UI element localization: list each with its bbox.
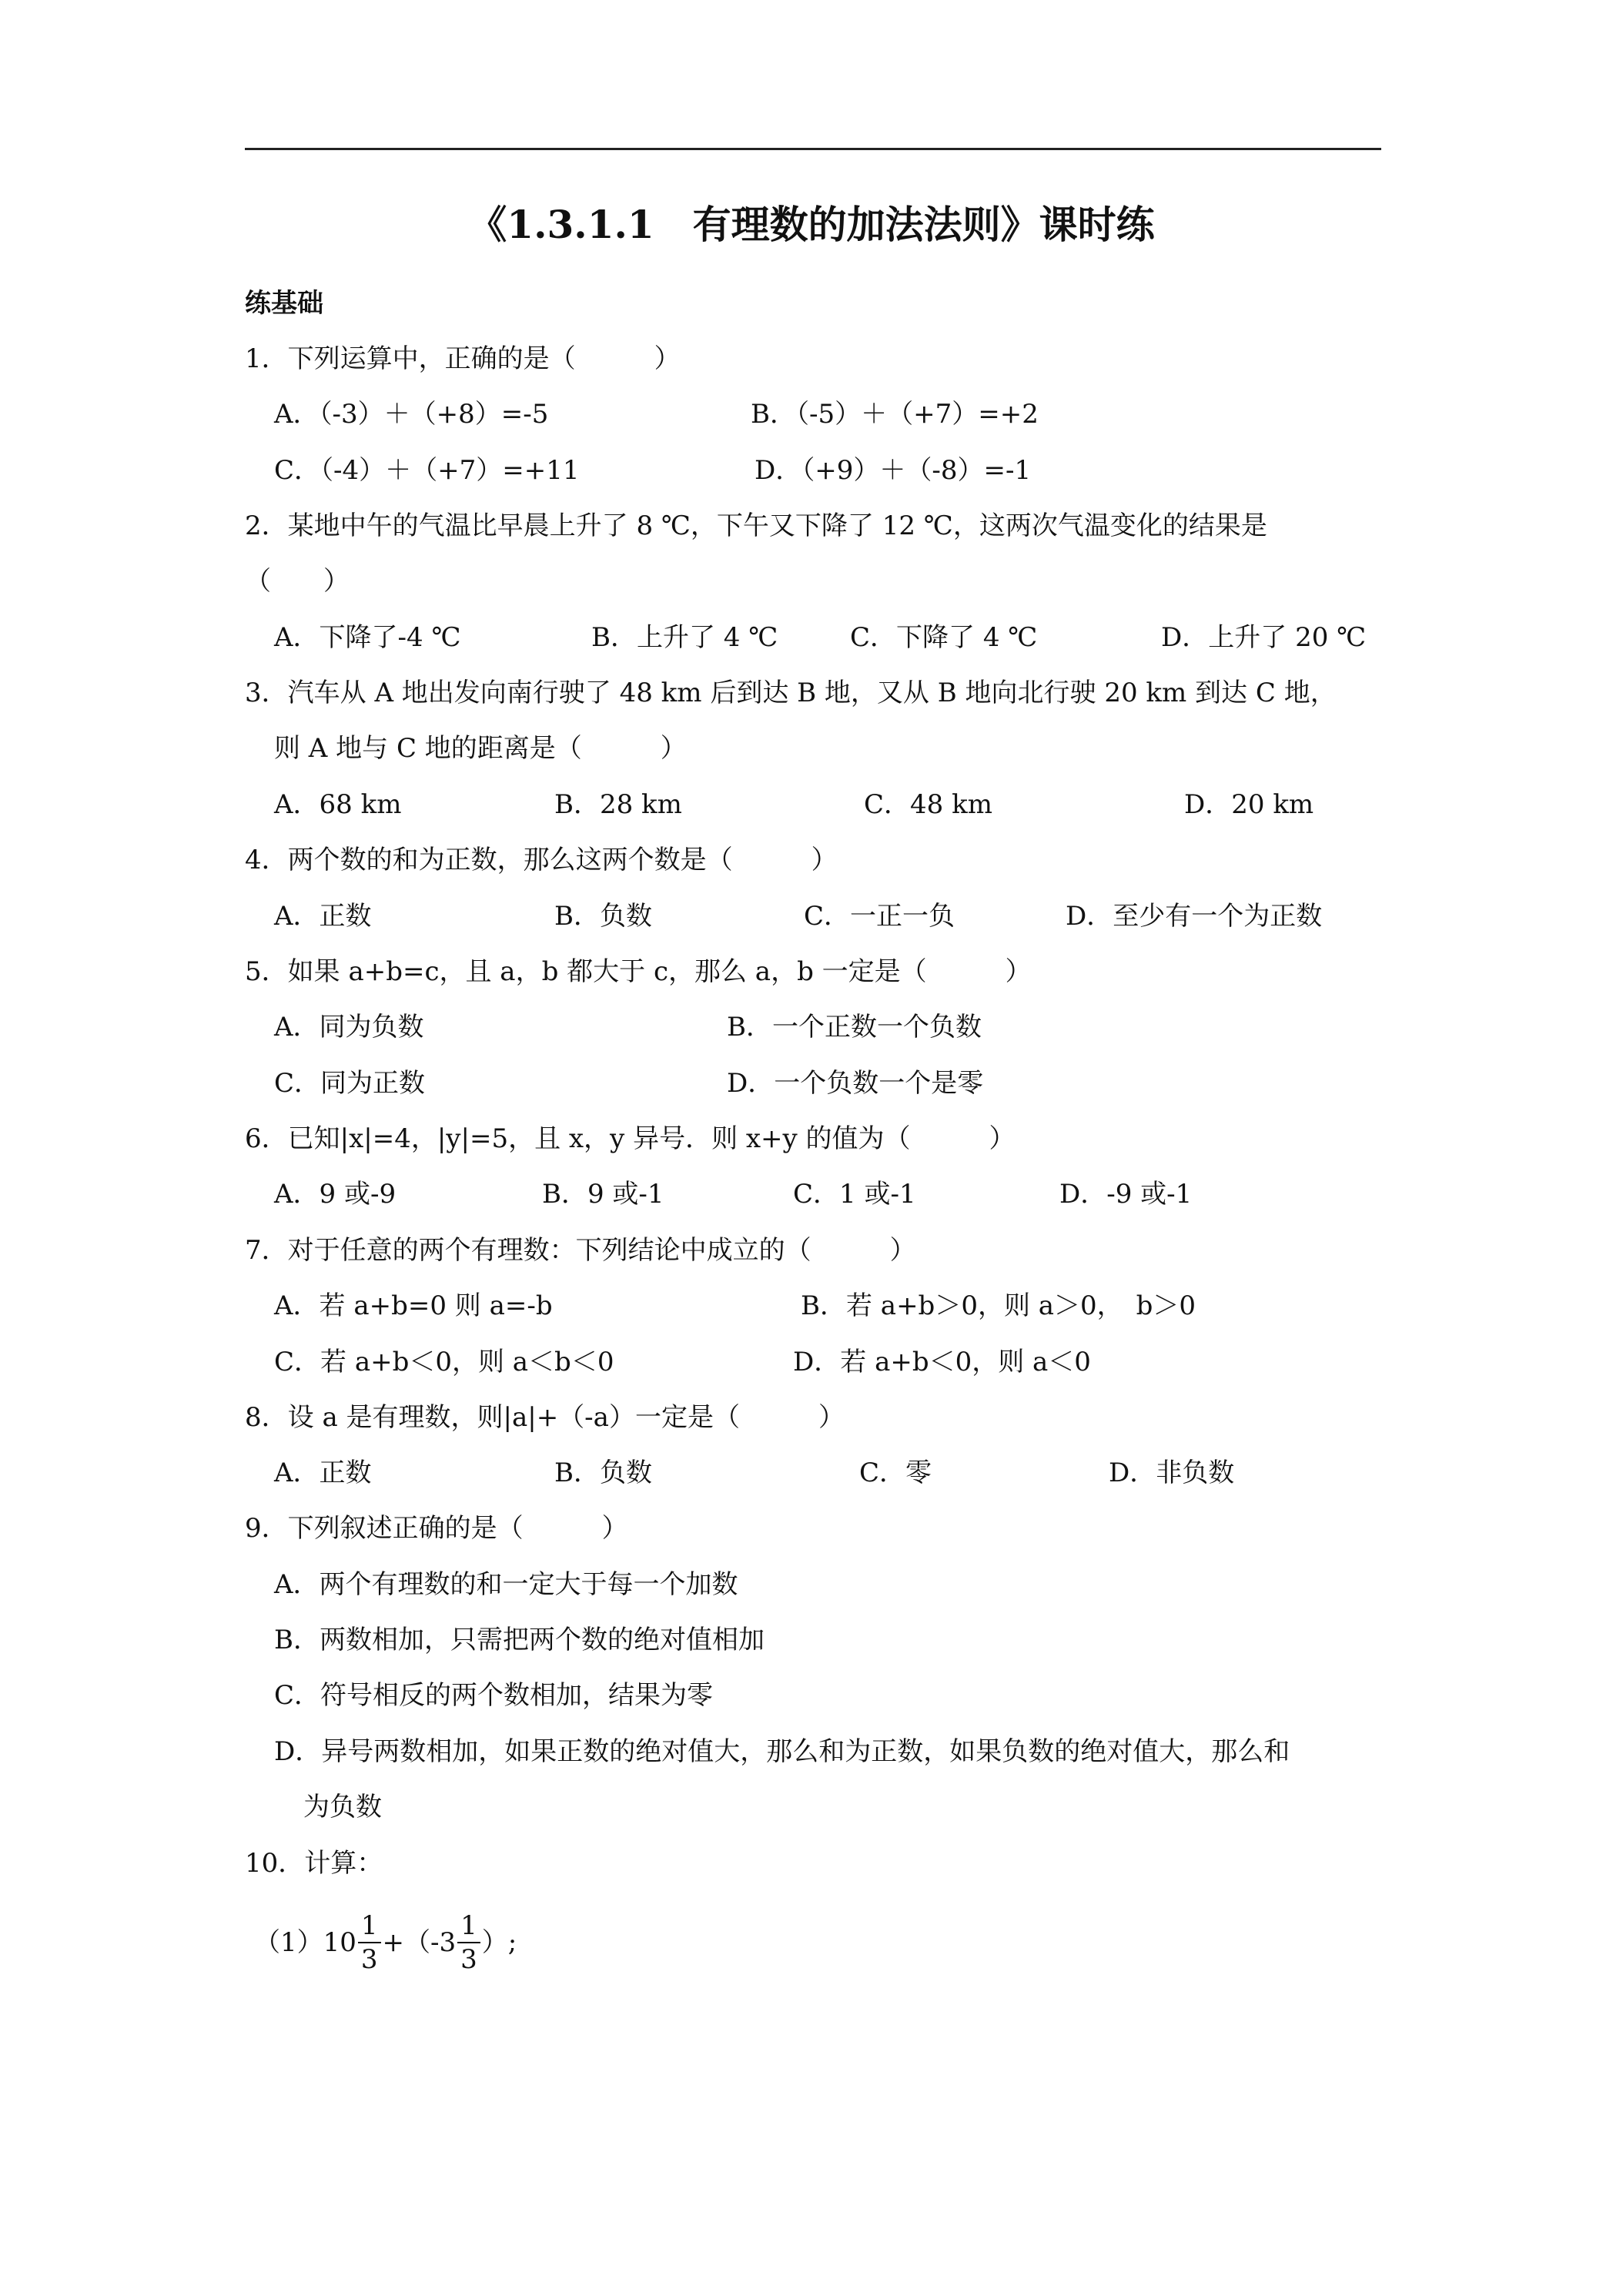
question-8-option-c: C．零 [859, 1458, 932, 1488]
question-1-option-a: A．（-3）＋（+8）=-5 [274, 399, 549, 430]
question-1-stem: 1．下列运算中，正确的是（ ） [245, 343, 681, 374]
question-4-option-d: D．至少有一个为正数 [1066, 901, 1323, 932]
question-7-option-c: C．若 a+b＜0，则 a＜b＜0 [274, 1347, 614, 1377]
question-2-option-b: B．上升了 4 ℃ [591, 622, 778, 653]
question-7-option-d: D．若 a+b＜0，则 a＜0 [793, 1347, 1091, 1377]
calc-middle: +（-3 [382, 1927, 457, 1958]
question-8-option-b: B．负数 [554, 1458, 652, 1488]
question-5-option-c: C．同为正数 [274, 1068, 426, 1099]
question-7-option-b: B．若 a+b＞0，则 a＞0， b＞0 [801, 1290, 1196, 1321]
section-heading: 练基础 [245, 288, 323, 319]
question-8-option-a: A．正数 [274, 1458, 372, 1488]
question-2-stem-cont: （ ） [245, 566, 350, 597]
page-title: 《1.3.1.1 有理数的加法法则》课时练 [468, 202, 1155, 247]
calc-tail: ）; [481, 1927, 517, 1958]
header-rule [245, 148, 1381, 150]
question-1-option-b: B．（-5）＋（+7）=+2 [751, 399, 1039, 430]
question-5-option-a: A．同为负数 [274, 1012, 424, 1043]
whole-number: 10 [323, 1927, 356, 1958]
question-10-stem: 10．计算： [245, 1848, 383, 1879]
question-3-stem: 3．汽车从 A 地出发向南行驶了 48 km 后到达 B 地，又从 B 地向北行驶 20 km 到达 C 地， [245, 678, 1337, 708]
question-4-option-a: A．正数 [274, 901, 372, 932]
question-1-option-c: C．（-4）＋（+7）=+11 [274, 455, 580, 486]
question-2-stem: 2．某地中午的气温比早晨上升了 8 ℃，下午又下降了 12 ℃，这两次气温变化的结果是 [245, 510, 1267, 541]
question-7-option-a: A．若 a+b=0 则 a=-b [274, 1290, 553, 1321]
question-2-option-c: C．下降了 4 ℃ [850, 622, 1038, 653]
question-4-option-c: C．一正一负 [804, 901, 955, 932]
fraction-1 [358, 1909, 381, 1976]
question-9-option-d-cont: 为负数 [303, 1792, 382, 1822]
question-4-stem: 4．两个数的和为正数，那么这两个数是（ ） [245, 845, 838, 875]
question-9-stem: 9．下列叙述正确的是（ ） [245, 1513, 628, 1544]
question-5-option-d: D．一个负数一个是零 [727, 1068, 984, 1099]
question-3-option-c: C．48 km [864, 789, 992, 820]
question-3-stem-cont: 则 A 地与 C 地的距离是（ ） [274, 733, 687, 764]
question-5-option-b: B．一个正数一个负数 [727, 1012, 982, 1043]
question-4-option-b: B．负数 [554, 901, 652, 932]
question-8-stem: 8．设 a 是有理数，则|a|+（-a）一定是（ ） [245, 1402, 845, 1433]
question-9-option-d: D．异号两数相加，如果正数的绝对值大，那么和为正数，如果负数的绝对值大，那么和 [274, 1736, 1290, 1767]
question-2-option-a: A．下降了-4 ℃ [274, 622, 461, 653]
calc-expression-1 [254, 1909, 517, 1976]
fraction-1-numerator: 1 [358, 1909, 381, 1943]
question-6-option-c: C．1 或-1 [793, 1179, 916, 1210]
question-5-stem: 5．如果 a+b=c，且 a，b 都大于 c，那么 a，b 一定是（ ） [245, 956, 1032, 987]
fraction-2-denominator: 3 [460, 1944, 477, 1975]
question-7-stem: 7．对于任意的两个有理数：下列结论中成立的（ ） [245, 1235, 916, 1266]
question-9-option-c: C．符号相反的两个数相加，结果为零 [274, 1680, 714, 1711]
question-6-option-d: D．-9 或-1 [1059, 1179, 1193, 1210]
question-9-option-b: B．两数相加，只需把两个数的绝对值相加 [274, 1625, 765, 1655]
question-3-option-a: A．68 km [274, 789, 402, 820]
calc-label: （1） [254, 1927, 323, 1958]
question-6-option-a: A．9 或-9 [274, 1179, 397, 1210]
question-3-option-b: B．28 km [554, 789, 682, 820]
question-6-stem: 6．已知|x|=4，|y|=5，且 x，y 异号．则 x+y 的值为（ ） [245, 1123, 1016, 1154]
question-3-option-d: D．20 km [1184, 789, 1314, 820]
fraction-2 [457, 1909, 480, 1976]
question-1-option-d: D．（+9）＋（-8）=-1 [755, 455, 1032, 486]
question-9-option-a: A．两个有理数的和一定大于每一个加数 [274, 1569, 738, 1600]
question-8-option-d: D．非负数 [1109, 1458, 1235, 1488]
fraction-2-numerator: 1 [457, 1909, 480, 1943]
question-6-option-b: B．9 或-1 [542, 1179, 664, 1210]
fraction-1-denominator: 3 [360, 1944, 378, 1975]
question-2-option-d: D．上升了 20 ℃ [1161, 622, 1367, 653]
